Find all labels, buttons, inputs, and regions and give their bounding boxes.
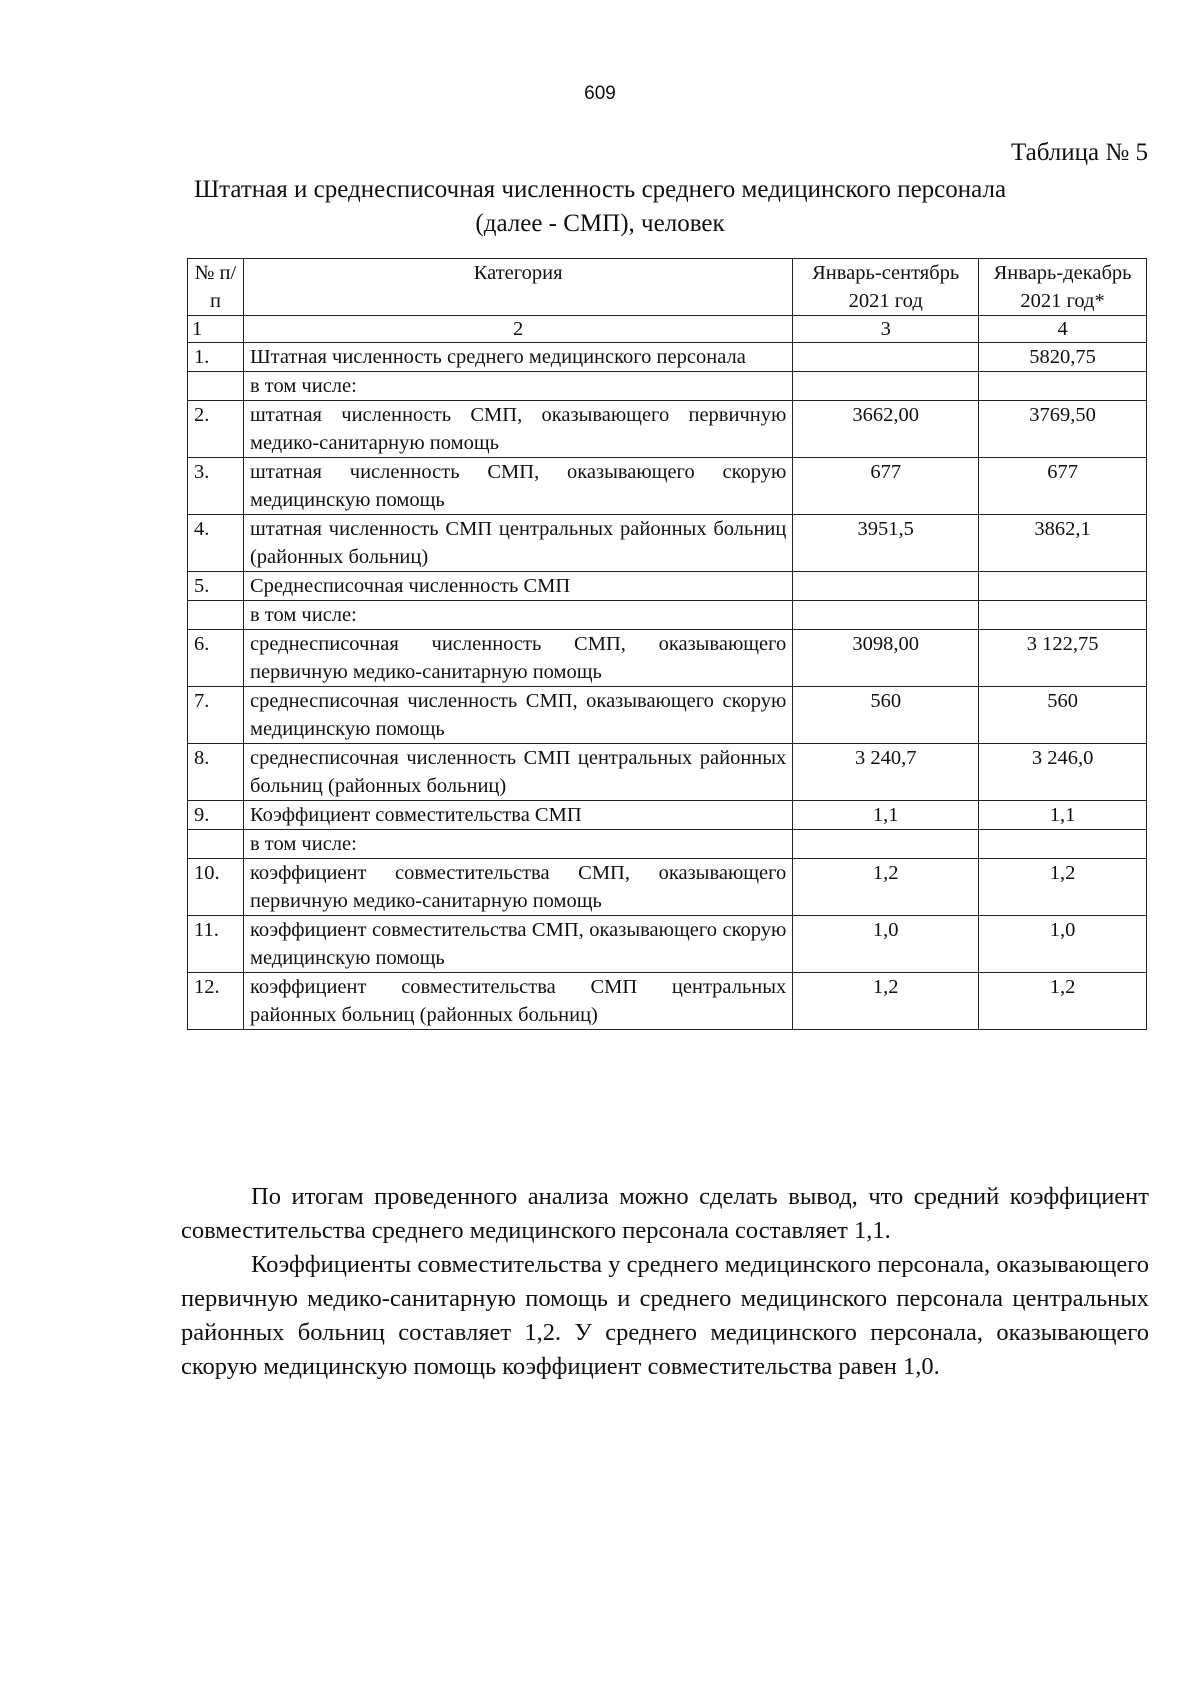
table-index-row [188, 316, 1147, 343]
table-row [188, 601, 1147, 630]
row-value-period-2: 677 [979, 458, 1147, 515]
row-number: 4. [188, 515, 244, 572]
row-value-period-2: 3 122,75 [979, 630, 1147, 687]
table-row [188, 744, 1147, 801]
row-number [188, 601, 244, 630]
header-category: Категория [243, 259, 792, 316]
row-value-period-2 [979, 601, 1147, 630]
row-category: штатная численность СМП центральных районных больниц (районных больниц) [243, 515, 792, 572]
row-category: в том числе: [243, 372, 792, 401]
row-number [188, 372, 244, 401]
table-row [188, 343, 1147, 372]
row-category: штатная численность СМП, оказывающего первичную медико-санитарную помощь [243, 401, 792, 458]
row-number: 3. [188, 458, 244, 515]
row-category: в том числе: [243, 830, 792, 859]
table-label: Таблица № 5 [1010, 139, 1148, 166]
row-value-period-2: 5820,75 [979, 343, 1147, 372]
row-value-period-1: 3098,00 [793, 630, 979, 687]
conclusion-paragraph-1: По итогам проведенного анализа можно сделать вывод, что средний коэффициент совместительства среднего медицинского персонала составляет 1,1. [181, 1183, 1149, 1244]
table-title-line-1: Штатная и среднесписочная численность среднего медицинского персонала [193, 176, 1007, 203]
header-period-2: Январь-декабрь 2021 год* [979, 259, 1147, 316]
row-value-period-1: 1,2 [793, 973, 979, 1030]
row-category: Коэффициент совместительства СМП [243, 801, 792, 830]
row-category: Штатная численность среднего медицинского персонала [243, 343, 792, 372]
row-value-period-1 [793, 830, 979, 859]
index-cell: 3 [793, 316, 979, 343]
index-cell: 1 [188, 316, 244, 343]
row-value-period-2: 3862,1 [979, 515, 1147, 572]
row-value-period-1: 3662,00 [793, 401, 979, 458]
row-value-period-1: 1,0 [793, 916, 979, 973]
row-value-period-2 [979, 830, 1147, 859]
row-value-period-1 [793, 372, 979, 401]
row-value-period-2 [979, 372, 1147, 401]
table-row [188, 973, 1147, 1030]
table-row [188, 458, 1147, 515]
row-category: в том числе: [243, 601, 792, 630]
table-body [188, 343, 1147, 1030]
row-category: среднесписочная численность СМП центральных районных больниц (районных больниц) [243, 744, 792, 801]
table-header-row [188, 259, 1147, 316]
index-cell: 2 [243, 316, 792, 343]
table-row [188, 372, 1147, 401]
staffing-table [187, 258, 1147, 1030]
row-value-period-1 [793, 601, 979, 630]
row-number: 7. [188, 687, 244, 744]
index-cell: 4 [979, 316, 1147, 343]
table-row [188, 687, 1147, 744]
row-value-period-1: 1,1 [793, 801, 979, 830]
table-row [188, 830, 1147, 859]
table-row [188, 630, 1147, 687]
row-value-period-1: 677 [793, 458, 979, 515]
row-category: коэффициент совместительства СМП центральных районных больниц (районных больниц) [243, 973, 792, 1030]
row-value-period-1: 3 240,7 [793, 744, 979, 801]
row-number: 10. [188, 859, 244, 916]
header-period-1: Январь-сентябрь 2021 год [793, 259, 979, 316]
row-number: 5. [188, 572, 244, 601]
table-row [188, 515, 1147, 572]
conclusion-paragraph-2: Коэффициенты совместительства у среднего медицинского персонала, оказывающего первичную медико-санитарную помощь и среднего медицинского персонала центральных районных больниц составляет 1,2. У среднего медицинского персонала, оказывающего скорую медицинскую помощь коэффициент совместительства равен 1,0. [181, 1251, 1149, 1380]
row-number: 1. [188, 343, 244, 372]
row-category: коэффициент совместительства СМП, оказывающего скорую медицинскую помощь [243, 916, 792, 973]
table-title-line-2: (далее - СМП), человек [475, 210, 725, 237]
table-row [188, 801, 1147, 830]
row-value-period-2: 1,1 [979, 801, 1147, 830]
row-category: коэффициент совместительства СМП, оказывающего первичную медико-санитарную помощь [243, 859, 792, 916]
row-number: 6. [188, 630, 244, 687]
table-row [188, 401, 1147, 458]
row-value-period-2 [979, 572, 1147, 601]
table-row [188, 859, 1147, 916]
table-title [0, 173, 1200, 241]
table-row [188, 572, 1147, 601]
row-category: штатная численность СМП, оказывающего скорую медицинскую помощь [243, 458, 792, 515]
row-number: 12. [188, 973, 244, 1030]
row-number: 2. [188, 401, 244, 458]
row-category: среднесписочная численность СМП, оказывающего первичную медико-санитарную помощь [243, 630, 792, 687]
row-value-period-2: 3 246,0 [979, 744, 1147, 801]
row-number: 11. [188, 916, 244, 973]
row-value-period-1 [793, 343, 979, 372]
page-number: 609 [584, 83, 616, 104]
row-value-period-2: 560 [979, 687, 1147, 744]
row-number: 8. [188, 744, 244, 801]
row-value-period-1: 560 [793, 687, 979, 744]
row-number: 9. [188, 801, 244, 830]
row-value-period-1: 3951,5 [793, 515, 979, 572]
row-value-period-2: 1,2 [979, 859, 1147, 916]
row-value-period-1: 1,2 [793, 859, 979, 916]
conclusion-text [181, 1180, 1149, 1384]
row-category: среднесписочная численность СМП, оказывающего скорую медицинскую помощь [243, 687, 792, 744]
row-value-period-2: 1,0 [979, 916, 1147, 973]
row-value-period-2: 1,2 [979, 973, 1147, 1030]
row-category: Среднесписочная численность СМП [243, 572, 792, 601]
row-value-period-1 [793, 572, 979, 601]
header-number: № п/п [188, 259, 244, 316]
row-number [188, 830, 244, 859]
row-value-period-2: 3769,50 [979, 401, 1147, 458]
table-row [188, 916, 1147, 973]
